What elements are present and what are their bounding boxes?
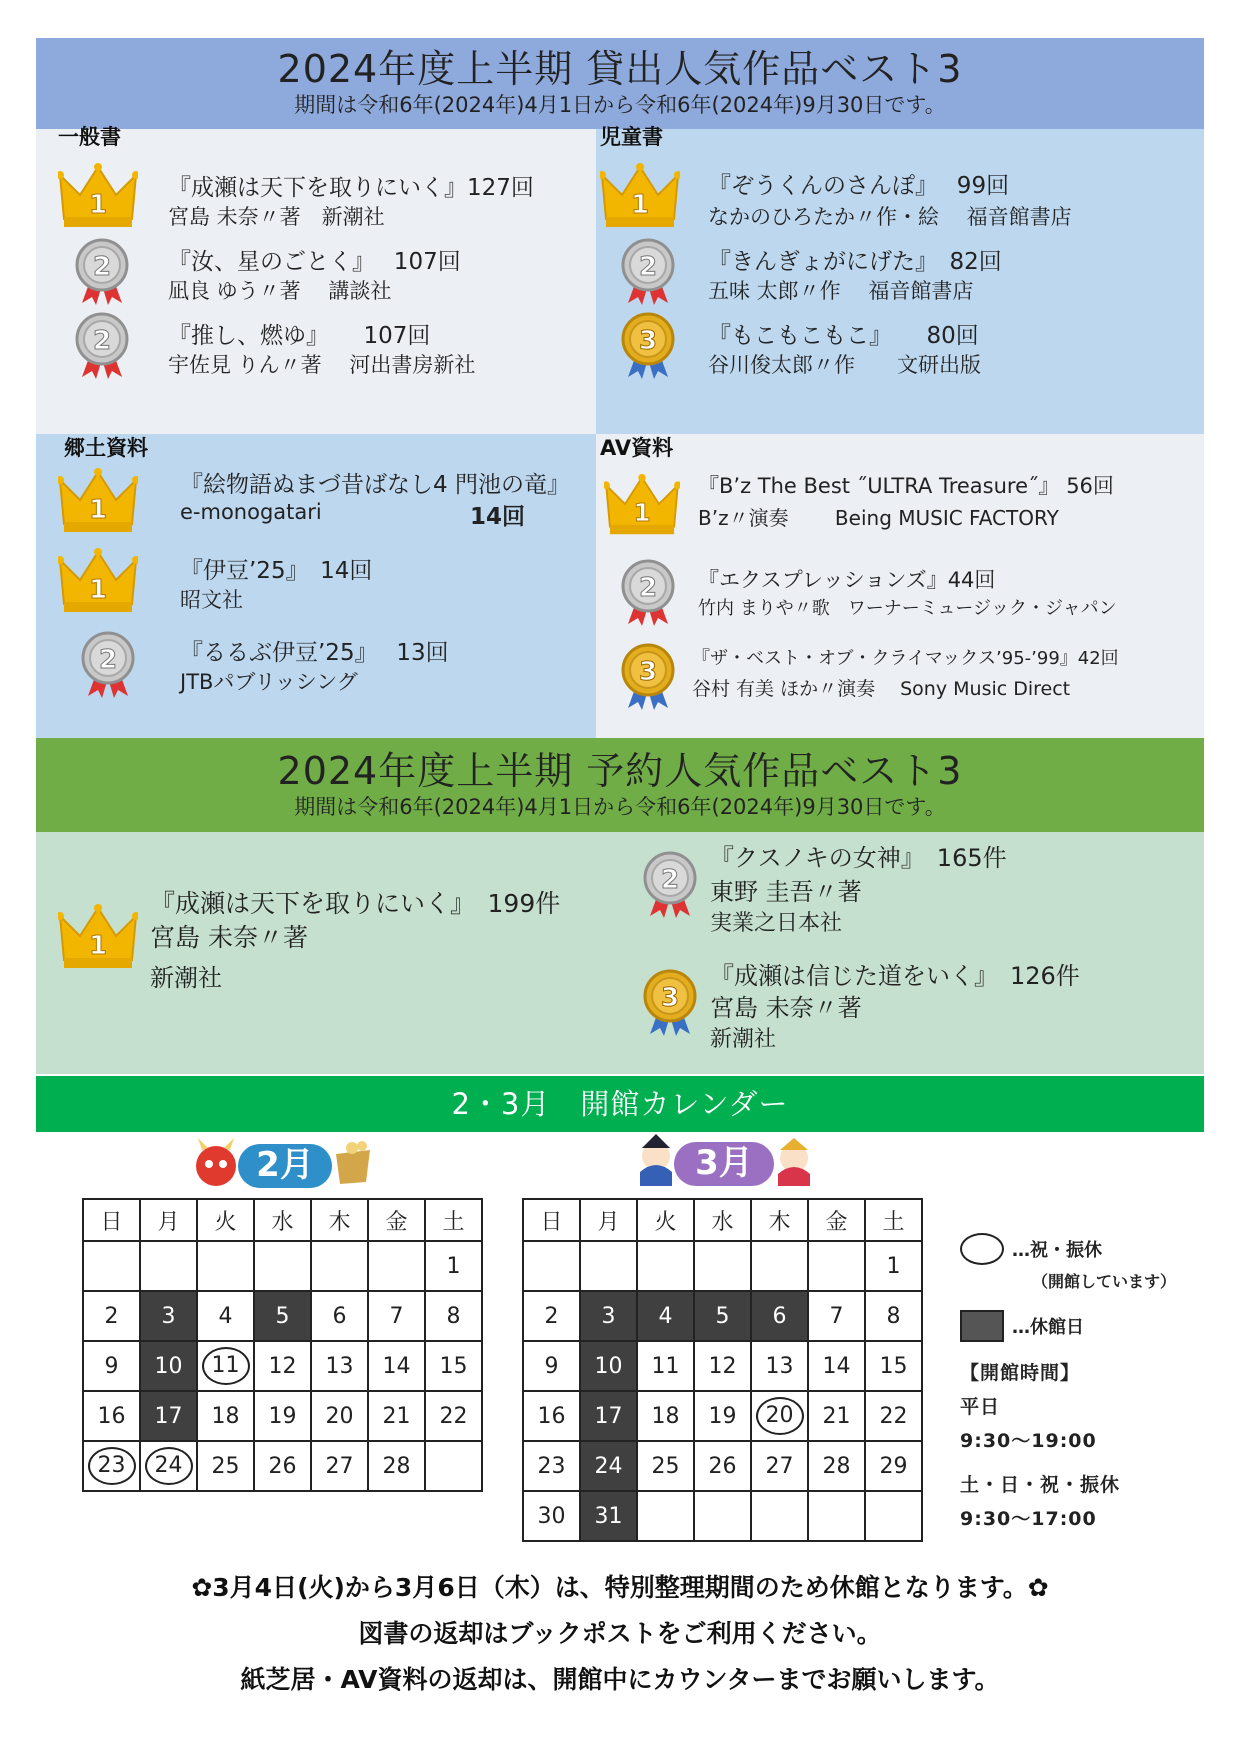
book-title: 『推し、燃ゆ』 107回 bbox=[168, 323, 431, 349]
calendar-day: 21 bbox=[368, 1391, 425, 1441]
weekday-header: 土 bbox=[425, 1199, 482, 1241]
calendar-day: 25 bbox=[637, 1441, 694, 1491]
book-author: 宇佐見 りん〃著 河出書房新社 bbox=[168, 353, 476, 377]
calendar-day: 15 bbox=[865, 1341, 922, 1391]
calendar-day: 8 bbox=[865, 1291, 922, 1341]
book-title: 『ぞうくんのさんぽ』 99回 bbox=[708, 173, 1010, 199]
calendar-day: 3 bbox=[140, 1291, 197, 1341]
gold-crown-icon bbox=[58, 902, 138, 972]
weekday-hours: 9:30～19:00 bbox=[960, 1430, 1097, 1452]
calendar-week-row bbox=[523, 1291, 922, 1341]
silver-medal-icon bbox=[618, 558, 678, 628]
holiday-day-number: 20 bbox=[756, 1397, 804, 1435]
calendar-day: 16 bbox=[83, 1391, 140, 1441]
book-author: 谷川俊太郎〃作 文研出版 bbox=[708, 353, 981, 377]
february-calendar bbox=[82, 1198, 483, 1492]
av-title: 『エクスプレッションズ』44回 bbox=[698, 568, 996, 592]
calendar-day: 3 bbox=[580, 1291, 637, 1341]
calendar-day bbox=[83, 1441, 140, 1491]
bronze-medal-icon bbox=[618, 311, 678, 381]
book-author: 五味 太郎〃作 福音館書店 bbox=[708, 279, 974, 303]
calendar-day: 13 bbox=[311, 1341, 368, 1391]
weekday-header: 土 bbox=[865, 1199, 922, 1241]
february-label-text: 2月 bbox=[256, 1145, 314, 1185]
calendar-day: 11 bbox=[637, 1341, 694, 1391]
svg-text:2: 2 bbox=[92, 252, 112, 282]
book-author: 昭文社 bbox=[180, 588, 243, 612]
calendar-day: 28 bbox=[808, 1441, 865, 1491]
weekday-header: 水 bbox=[694, 1199, 751, 1241]
calendar-day: 22 bbox=[865, 1391, 922, 1441]
reservation-ranking-header bbox=[36, 738, 1204, 832]
calendar-title-bar: 2・3月 開館カレンダー bbox=[36, 1076, 1204, 1132]
book-title: 『成瀬は信じた道をいく』 126件 bbox=[710, 962, 1080, 990]
calendar-day: 12 bbox=[694, 1341, 751, 1391]
book-title: 『クスノキの女神』 165件 bbox=[710, 844, 1007, 872]
calendar-day bbox=[580, 1241, 637, 1291]
calendar-day: 15 bbox=[425, 1341, 482, 1391]
weekend-label: 土・日・祝・振休 bbox=[960, 1474, 1121, 1496]
calendar-day: 13 bbox=[751, 1341, 808, 1391]
calendar-legend bbox=[960, 1233, 1200, 1536]
calendar-day: 27 bbox=[751, 1441, 808, 1491]
calendar-day: 16 bbox=[523, 1391, 580, 1441]
weekday-label: 平日 bbox=[960, 1396, 1001, 1418]
calendar-day: 25 bbox=[197, 1441, 254, 1491]
calendar-week-row bbox=[523, 1491, 922, 1541]
general-books-label: 一般書 bbox=[58, 125, 121, 149]
calendar-day: 26 bbox=[254, 1441, 311, 1491]
reservation-ranking-period: 期間は令和6年(2024年)4月1日から令和6年(2024年)9月30日です。 bbox=[294, 795, 946, 819]
calendar-day: 7 bbox=[808, 1291, 865, 1341]
calendar-day: 24 bbox=[580, 1441, 637, 1491]
book-author: 宮島 未奈〃著 bbox=[150, 923, 308, 952]
weekday-header: 木 bbox=[311, 1199, 368, 1241]
calendar-day: 4 bbox=[637, 1291, 694, 1341]
calendar-day bbox=[637, 1241, 694, 1291]
svg-text:2: 2 bbox=[638, 252, 658, 282]
book-title: 『汝、星のごとく』 107回 bbox=[168, 249, 461, 275]
calendar-day bbox=[694, 1491, 751, 1541]
calendar-day: 12 bbox=[254, 1341, 311, 1391]
loan-ranking-header bbox=[36, 38, 1204, 129]
calendar-day bbox=[425, 1441, 482, 1491]
march-label bbox=[634, 1128, 814, 1184]
svg-text:1: 1 bbox=[88, 931, 108, 961]
weekday-header: 金 bbox=[368, 1199, 425, 1241]
av-artist: 谷村 有美 ほか〃演奏 Sony Music Direct bbox=[692, 678, 1071, 700]
calendar-day bbox=[808, 1241, 865, 1291]
book-title: 『もこもこもこ』 80回 bbox=[708, 323, 979, 349]
calendar-day: 6 bbox=[311, 1291, 368, 1341]
book-author: JTBパブリッシング bbox=[180, 670, 358, 694]
silver-medal-icon bbox=[640, 850, 700, 920]
book-title: 『るるぶ伊豆’25』 13回 bbox=[180, 640, 449, 666]
calendar-day: 18 bbox=[637, 1391, 694, 1441]
calendar-day: 7 bbox=[368, 1291, 425, 1341]
svg-text:2: 2 bbox=[660, 865, 680, 895]
calendar-day: 26 bbox=[694, 1441, 751, 1491]
children-books-panel bbox=[596, 125, 1204, 434]
av-return-notice: 紙芝居・AV資料の返却は、開館中にカウンターまでお願いします。 bbox=[240, 1665, 1000, 1694]
calendar-day bbox=[751, 1391, 808, 1441]
calendar-day: 19 bbox=[694, 1391, 751, 1441]
calendar-week-row bbox=[83, 1241, 482, 1291]
calendar-day: 8 bbox=[425, 1291, 482, 1341]
calendar-day: 9 bbox=[83, 1341, 140, 1391]
weekend-hours: 9:30～17:00 bbox=[960, 1508, 1097, 1530]
weekday-header-row bbox=[83, 1199, 482, 1241]
bronze-medal-icon bbox=[618, 642, 678, 712]
holiday-legend bbox=[960, 1233, 1200, 1265]
book-author: 宮島 未奈〃著 新潮社 bbox=[168, 205, 385, 229]
calendar-day: 10 bbox=[580, 1341, 637, 1391]
loan-count: 14回 bbox=[470, 504, 526, 530]
calendar-day bbox=[637, 1491, 694, 1541]
book-publisher: 新潮社 bbox=[150, 964, 222, 992]
calendar-day: 14 bbox=[368, 1341, 425, 1391]
book-title: 『成瀬は天下を取りにいく』 199件 bbox=[150, 889, 561, 918]
gold-crown-icon bbox=[604, 472, 680, 538]
calendar-day bbox=[865, 1491, 922, 1541]
loan-ranking-period: 期間は令和6年(2024年)4月1日から令和6年(2024年)9月30日です。 bbox=[294, 93, 946, 117]
av-artist: B’z〃演奏 Being MUSIC FACTORY bbox=[698, 506, 1059, 530]
av-materials-label: AV資料 bbox=[600, 436, 674, 460]
calendar-day: 4 bbox=[197, 1291, 254, 1341]
book-title: 『絵物語ぬまづ昔ばなし4 門池の竜』 bbox=[180, 472, 570, 498]
calendar-day: 2 bbox=[83, 1291, 140, 1341]
february-label bbox=[186, 1134, 376, 1190]
calendar-day: 1 bbox=[865, 1241, 922, 1291]
silver-medal-icon bbox=[72, 311, 132, 381]
holiday-legend-note: （開館しています） bbox=[1032, 1272, 1177, 1291]
calendar-day bbox=[197, 1241, 254, 1291]
svg-text:2: 2 bbox=[92, 326, 112, 356]
book-author: e-monogatari bbox=[180, 500, 322, 524]
calendar-day: 31 bbox=[580, 1491, 637, 1541]
calendar-day bbox=[254, 1241, 311, 1291]
calendar-day: 30 bbox=[523, 1491, 580, 1541]
calendar-week-row bbox=[523, 1391, 922, 1441]
holiday-oval-icon bbox=[960, 1233, 1004, 1265]
children-books-label: 児童書 bbox=[600, 125, 663, 149]
closed-legend bbox=[960, 1310, 1200, 1342]
calendar-week-row bbox=[523, 1341, 922, 1391]
calendar-day: 10 bbox=[140, 1341, 197, 1391]
svg-text:3: 3 bbox=[638, 326, 658, 356]
calendar-week-row bbox=[83, 1441, 482, 1491]
general-books-panel bbox=[36, 125, 596, 434]
weekday-header: 月 bbox=[140, 1199, 197, 1241]
book-title: 『伊豆’25』 14回 bbox=[180, 558, 373, 584]
book-title: 『成瀬は天下を取りにいく』127回 bbox=[168, 175, 534, 201]
closure-notice: ✿3月4日(火)から3月6日（木）は、特別整理期間のため休館となります。✿ bbox=[191, 1573, 1049, 1602]
calendar-day: 2 bbox=[523, 1291, 580, 1341]
calendar-day bbox=[140, 1441, 197, 1491]
closed-legend-text: …休館日 bbox=[1012, 1317, 1084, 1338]
calendar-day bbox=[694, 1241, 751, 1291]
weekday-header: 火 bbox=[637, 1199, 694, 1241]
calendar-day: 21 bbox=[808, 1391, 865, 1441]
calendar-day bbox=[140, 1241, 197, 1291]
calendar-day: 27 bbox=[311, 1441, 368, 1491]
calendar-day: 29 bbox=[865, 1441, 922, 1491]
calendar-day: 17 bbox=[580, 1391, 637, 1441]
book-author: なかのひろたか〃作・絵 福音館書店 bbox=[708, 205, 1072, 229]
book-author: 東野 圭吾〃著 bbox=[710, 878, 862, 906]
weekday-header: 火 bbox=[197, 1199, 254, 1241]
calendar-day: 1 bbox=[425, 1241, 482, 1291]
holiday-day-number: 11 bbox=[202, 1347, 250, 1385]
gold-crown-icon bbox=[58, 161, 138, 231]
calendar-day: 19 bbox=[254, 1391, 311, 1441]
gold-crown-icon bbox=[600, 161, 680, 231]
svg-text:3: 3 bbox=[638, 657, 658, 687]
av-artist: 竹内 まりや〃歌 ワーナーミュージック・ジャパン bbox=[698, 598, 1117, 619]
loan-ranking-title: 2024年度上半期 貸出人気作品ベスト3 bbox=[277, 47, 963, 91]
calendar-day: 5 bbox=[694, 1291, 751, 1341]
calendar-week-row bbox=[523, 1441, 922, 1491]
calendar-day: 23 bbox=[523, 1441, 580, 1491]
book-title: 『きんぎょがにげた』 82回 bbox=[708, 249, 1002, 275]
silver-medal-icon bbox=[618, 237, 678, 307]
svg-text:1: 1 bbox=[630, 190, 650, 220]
calendar-week-row bbox=[83, 1341, 482, 1391]
calendar-day: 17 bbox=[140, 1391, 197, 1441]
book-publisher: 新潮社 bbox=[710, 1027, 777, 1052]
weekday-header: 日 bbox=[83, 1199, 140, 1241]
calendar-day bbox=[751, 1491, 808, 1541]
march-calendar bbox=[522, 1198, 923, 1542]
av-title: 『ザ・ベスト・オブ・クライマックス’95-’99』42回 bbox=[692, 648, 1119, 669]
weekday-header: 金 bbox=[808, 1199, 865, 1241]
calendar-day bbox=[368, 1241, 425, 1291]
holiday-day-number: 24 bbox=[145, 1447, 193, 1485]
book-publisher: 実業之日本社 bbox=[710, 911, 843, 936]
local-materials-panel bbox=[36, 434, 596, 738]
calendar-day: 6 bbox=[751, 1291, 808, 1341]
silver-medal-icon bbox=[72, 237, 132, 307]
weekday-header: 水 bbox=[254, 1199, 311, 1241]
calendar-day: 22 bbox=[425, 1391, 482, 1441]
closed-box-icon bbox=[960, 1310, 1004, 1342]
calendar-day bbox=[751, 1241, 808, 1291]
calendar-day: 14 bbox=[808, 1341, 865, 1391]
march-label-text: 3月 bbox=[695, 1143, 753, 1183]
calendar-day: 20 bbox=[311, 1391, 368, 1441]
calendar-day: 28 bbox=[368, 1441, 425, 1491]
reservation-panel bbox=[36, 832, 1204, 1074]
weekday-header-row bbox=[523, 1199, 922, 1241]
calendar-day bbox=[523, 1241, 580, 1291]
av-materials-panel bbox=[596, 434, 1204, 738]
svg-text:2: 2 bbox=[98, 645, 118, 675]
calendar-day bbox=[83, 1241, 140, 1291]
av-title: 『B’z The Best ˝ULTRA Treasure˝』 56回 bbox=[698, 474, 1114, 498]
reservation-ranking-title: 2024年度上半期 予約人気作品ベスト3 bbox=[277, 749, 963, 793]
svg-text:1: 1 bbox=[633, 498, 651, 528]
holiday-legend-text: …祝・振休 bbox=[1012, 1240, 1102, 1261]
svg-text:3: 3 bbox=[660, 983, 680, 1013]
weekday-header: 日 bbox=[523, 1199, 580, 1241]
book-author: 宮島 未奈〃著 bbox=[710, 994, 862, 1022]
calendar-week-row bbox=[83, 1391, 482, 1441]
silver-medal-icon bbox=[78, 630, 138, 700]
local-materials-label: 郷土資料 bbox=[64, 436, 148, 460]
gold-crown-icon bbox=[58, 546, 138, 616]
hours-title: 【開館時間】 bbox=[960, 1362, 1081, 1384]
calendar-day: 9 bbox=[523, 1341, 580, 1391]
calendar-day bbox=[197, 1341, 254, 1391]
bronze-medal-icon bbox=[640, 968, 700, 1038]
bookpost-notice: 図書の返却はブックポストをご利用ください。 bbox=[358, 1619, 882, 1648]
weekday-header: 木 bbox=[751, 1199, 808, 1241]
svg-text:1: 1 bbox=[88, 495, 108, 525]
svg-text:2: 2 bbox=[638, 573, 658, 603]
calendar-day: 18 bbox=[197, 1391, 254, 1441]
calendar-day bbox=[311, 1241, 368, 1291]
gold-crown-icon bbox=[58, 466, 138, 536]
svg-text:1: 1 bbox=[88, 190, 108, 220]
calendar-day: 5 bbox=[254, 1291, 311, 1341]
weekday-header: 月 bbox=[580, 1199, 637, 1241]
svg-text:1: 1 bbox=[88, 575, 108, 605]
book-author: 凪良 ゆう〃著 講談社 bbox=[168, 279, 392, 303]
calendar-week-row bbox=[523, 1241, 922, 1291]
calendar-day bbox=[808, 1491, 865, 1541]
calendar-week-row bbox=[83, 1291, 482, 1341]
holiday-day-number: 23 bbox=[88, 1447, 136, 1485]
